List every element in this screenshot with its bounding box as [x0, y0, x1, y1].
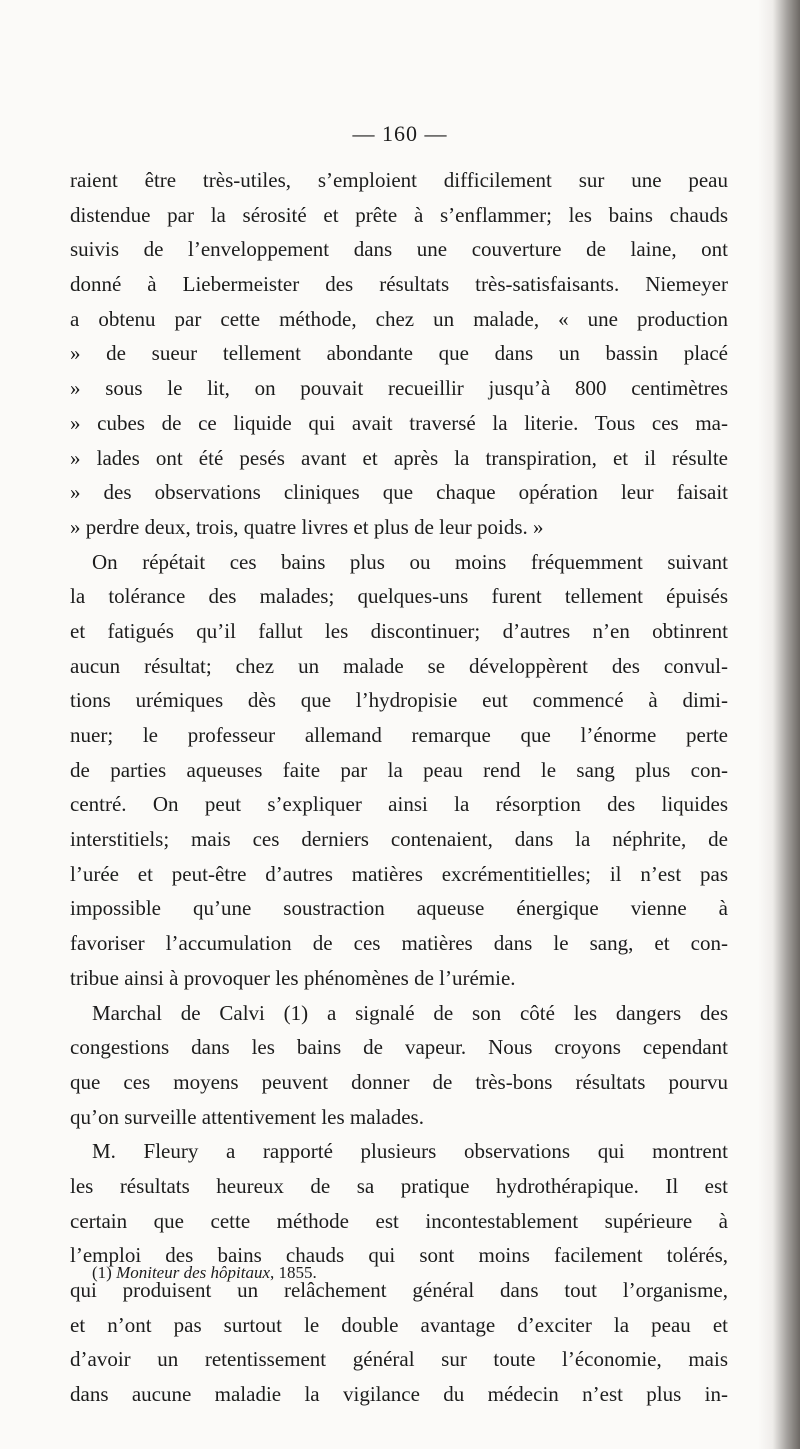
- text-line: raient être très-utiles, s’emploient difficilement sur une peau: [70, 168, 728, 192]
- text-line: Marchal de Calvi (1) a signalé de son côté les dangers des: [92, 1000, 728, 1025]
- text-line: dans aucune maladie la vigilance du médecin n’est plus in-: [70, 1382, 728, 1407]
- page-edge-shadow: [758, 0, 800, 1449]
- text-line: » des observations cliniques que chaque opération leur faisait: [70, 480, 728, 505]
- text-line: qui produisent un relâchement général dans tout l’organisme,: [70, 1278, 728, 1302]
- text-line: la tolérance des malades; quelques-uns furent tellement épuisés: [70, 584, 728, 609]
- text-line: » sous le lit, on pouvait recueillir jusqu’à 800 centimètres: [70, 376, 728, 401]
- text-line: certain que cette méthode est incontestablement supérieure à: [70, 1208, 728, 1233]
- text-line: » perdre deux, trois, quatre livres et plus de leur poids. »: [70, 514, 544, 539]
- text-line: donné à Liebermeister des résultats très-satisfaisants. Niemeyer: [70, 272, 728, 297]
- text-line: » cubes de ce liquide qui avait traversé la literie. Tous ces ma-: [70, 410, 728, 435]
- text-line: qu’on surveille attentivement les malades.: [70, 1104, 424, 1129]
- text-line: tribue ainsi à provoquer les phénomènes de l’urémie.: [70, 965, 516, 990]
- text-line: de parties aqueuses faite par la peau rend le sang plus con-: [70, 757, 728, 782]
- text-line: aucun résultat; chez un malade se développèrent des convul-: [70, 653, 728, 678]
- text-line: suivis de l’enveloppement dans une couverture de laine, ont: [70, 237, 728, 262]
- text-line: que ces moyens peuvent donner de très-bons résultats pourvu: [70, 1069, 728, 1094]
- footnote-title: Moniteur des hôpitaux: [116, 1263, 270, 1282]
- text-line: distendue par la sérosité et prête à s’enflammer; les bains chauds: [70, 202, 728, 227]
- text-line: les résultats heureux de sa pratique hydrothérapique. Il est: [70, 1173, 728, 1198]
- text-line: congestions dans les bains de vapeur. Nous croyons cependant: [70, 1035, 728, 1060]
- text-line: et fatigués qu’il fallut les discontinuer; d’autres n’en obtinrent: [70, 618, 728, 643]
- text-line: l’emploi des bains chauds qui sont moins facilement tolérés,: [70, 1243, 728, 1268]
- text-line: On répétait ces bains plus ou moins fréquemment suivant: [92, 549, 728, 574]
- text-line: favoriser l’accumulation de ces matières dans le sang, et con-: [70, 931, 728, 956]
- footnote: [92, 1261, 317, 1285]
- text-line: l’urée et peut-être d’autres matières excrémentitielles; il n’est pas: [70, 861, 728, 886]
- text-line: d’avoir un retentissement général sur toute l’économie, mais: [70, 1347, 728, 1372]
- text-line: » de sueur tellement abondante que dans un bassin placé: [70, 341, 728, 366]
- footnote-marker: (1): [92, 1263, 112, 1282]
- text-line: tions urémiques dès que l’hydropisie eut commencé à dimi-: [70, 688, 728, 713]
- text-line: a obtenu par cette méthode, chez un malade, « une production: [70, 306, 728, 331]
- text-line: et n’ont pas surtout le double avantage d’exciter la peau et: [70, 1312, 728, 1337]
- text-line: M. Fleury a rapporté plusieurs observations qui montrent: [92, 1139, 728, 1164]
- body-text: [70, 163, 728, 1412]
- text-line: nuer; le professeur allemand remarque que l’énorme perte: [70, 723, 728, 747]
- text-line: interstitiels; mais ces derniers contenaient, dans la néphrite, de: [70, 827, 728, 852]
- text-line: » lades ont été pesés avant et après la transpiration, et il résulte: [70, 445, 728, 470]
- footnote-rest: , 1855.: [270, 1263, 317, 1282]
- page-number: — 160 —: [352, 121, 448, 146]
- text-line: impossible qu’une soustraction aqueuse énergique vienne à: [70, 896, 728, 921]
- text-line: centré. On peut s’expliquer ainsi la résorption des liquides: [70, 792, 728, 817]
